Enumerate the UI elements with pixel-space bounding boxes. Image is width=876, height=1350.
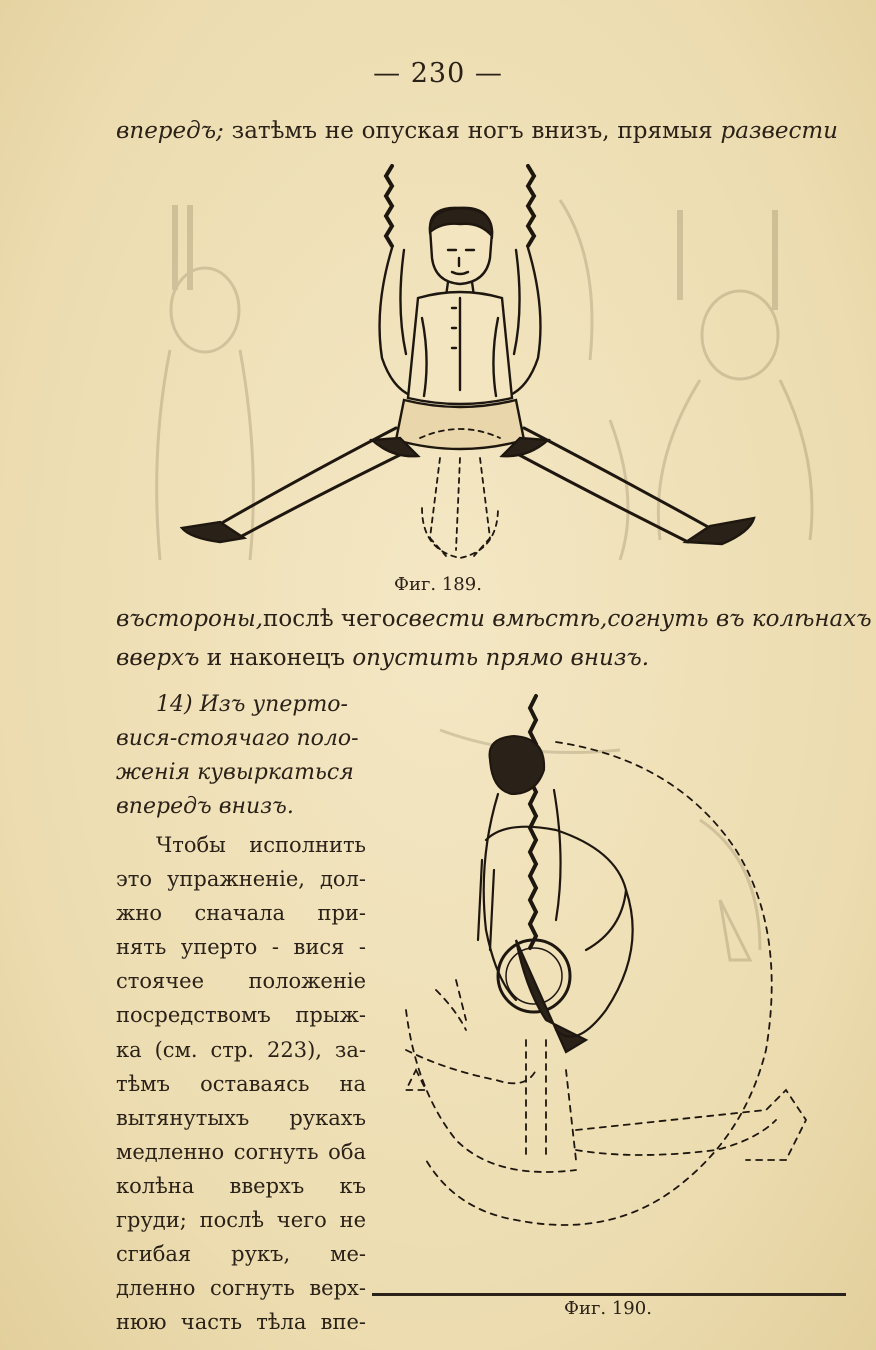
body-line: это упражненіе, дол- [116, 867, 366, 892]
word: развести [720, 118, 838, 144]
body-line: ка (см. стр. 223), за- [116, 1037, 366, 1062]
figure-190-illustration [386, 690, 846, 1290]
figure-189-illustration [160, 158, 780, 578]
body-line: нюю часть тѣла впе- [116, 1310, 366, 1335]
page-number: — 230 — [373, 58, 503, 89]
word: не [324, 118, 354, 144]
heading-line: впередъ внизъ. [116, 794, 294, 819]
body-line: жно сначала при- [116, 901, 366, 926]
body-line: посредствомъ прыж- [116, 1003, 366, 1028]
section-heading [116, 688, 360, 824]
word: свести вмѣстѣ, [395, 606, 608, 632]
figure-189-caption: Фиг. 189. [394, 574, 482, 595]
body-line: колѣна вверхъ къ [116, 1173, 366, 1198]
body-line: вытянутыхъ рукахъ [116, 1105, 366, 1130]
word: въ [116, 606, 145, 632]
body-line: нять уперто - вися - [116, 935, 366, 960]
body-line: медленно согнуть оба [116, 1139, 366, 1164]
body-line: тѣмъ оставаясь на [116, 1071, 366, 1096]
word: прямыя [617, 118, 713, 144]
figure-190-caption: Фиг. 190. [564, 1298, 652, 1319]
heading-line: женія кувыркаться [116, 760, 354, 785]
body-line: груди; послѣ чего не [116, 1208, 366, 1233]
word: затѣмъ [231, 118, 318, 144]
heading-line: 14) Изъ уперто- [156, 692, 348, 717]
word: послѣ чего [263, 606, 396, 632]
word: согнуть въ колѣнахъ [607, 606, 872, 632]
body-line: Чтобы исполнить [156, 833, 366, 857]
body-line: сгибая рукъ, ме- [116, 1242, 366, 1267]
body-column [116, 828, 366, 1339]
word: опуская [361, 118, 460, 144]
word: ногъ [467, 118, 524, 144]
word: впередъ; [116, 118, 224, 144]
text-line-2 [116, 606, 872, 632]
word: опустить прямо внизъ. [352, 645, 650, 671]
word: внизъ, [531, 118, 610, 144]
body-line: дленно согнуть верх- [116, 1276, 366, 1301]
word: стороны, [144, 606, 264, 632]
body-line: стоячее положеніе [116, 969, 366, 994]
word: и наконецъ [206, 645, 346, 671]
word: вверхъ [116, 645, 200, 671]
text-line-top [116, 118, 838, 144]
heading-line: вися-стоячаго поло- [116, 726, 359, 751]
figure-190-rule [372, 1293, 846, 1296]
text-line-3 [116, 645, 649, 671]
